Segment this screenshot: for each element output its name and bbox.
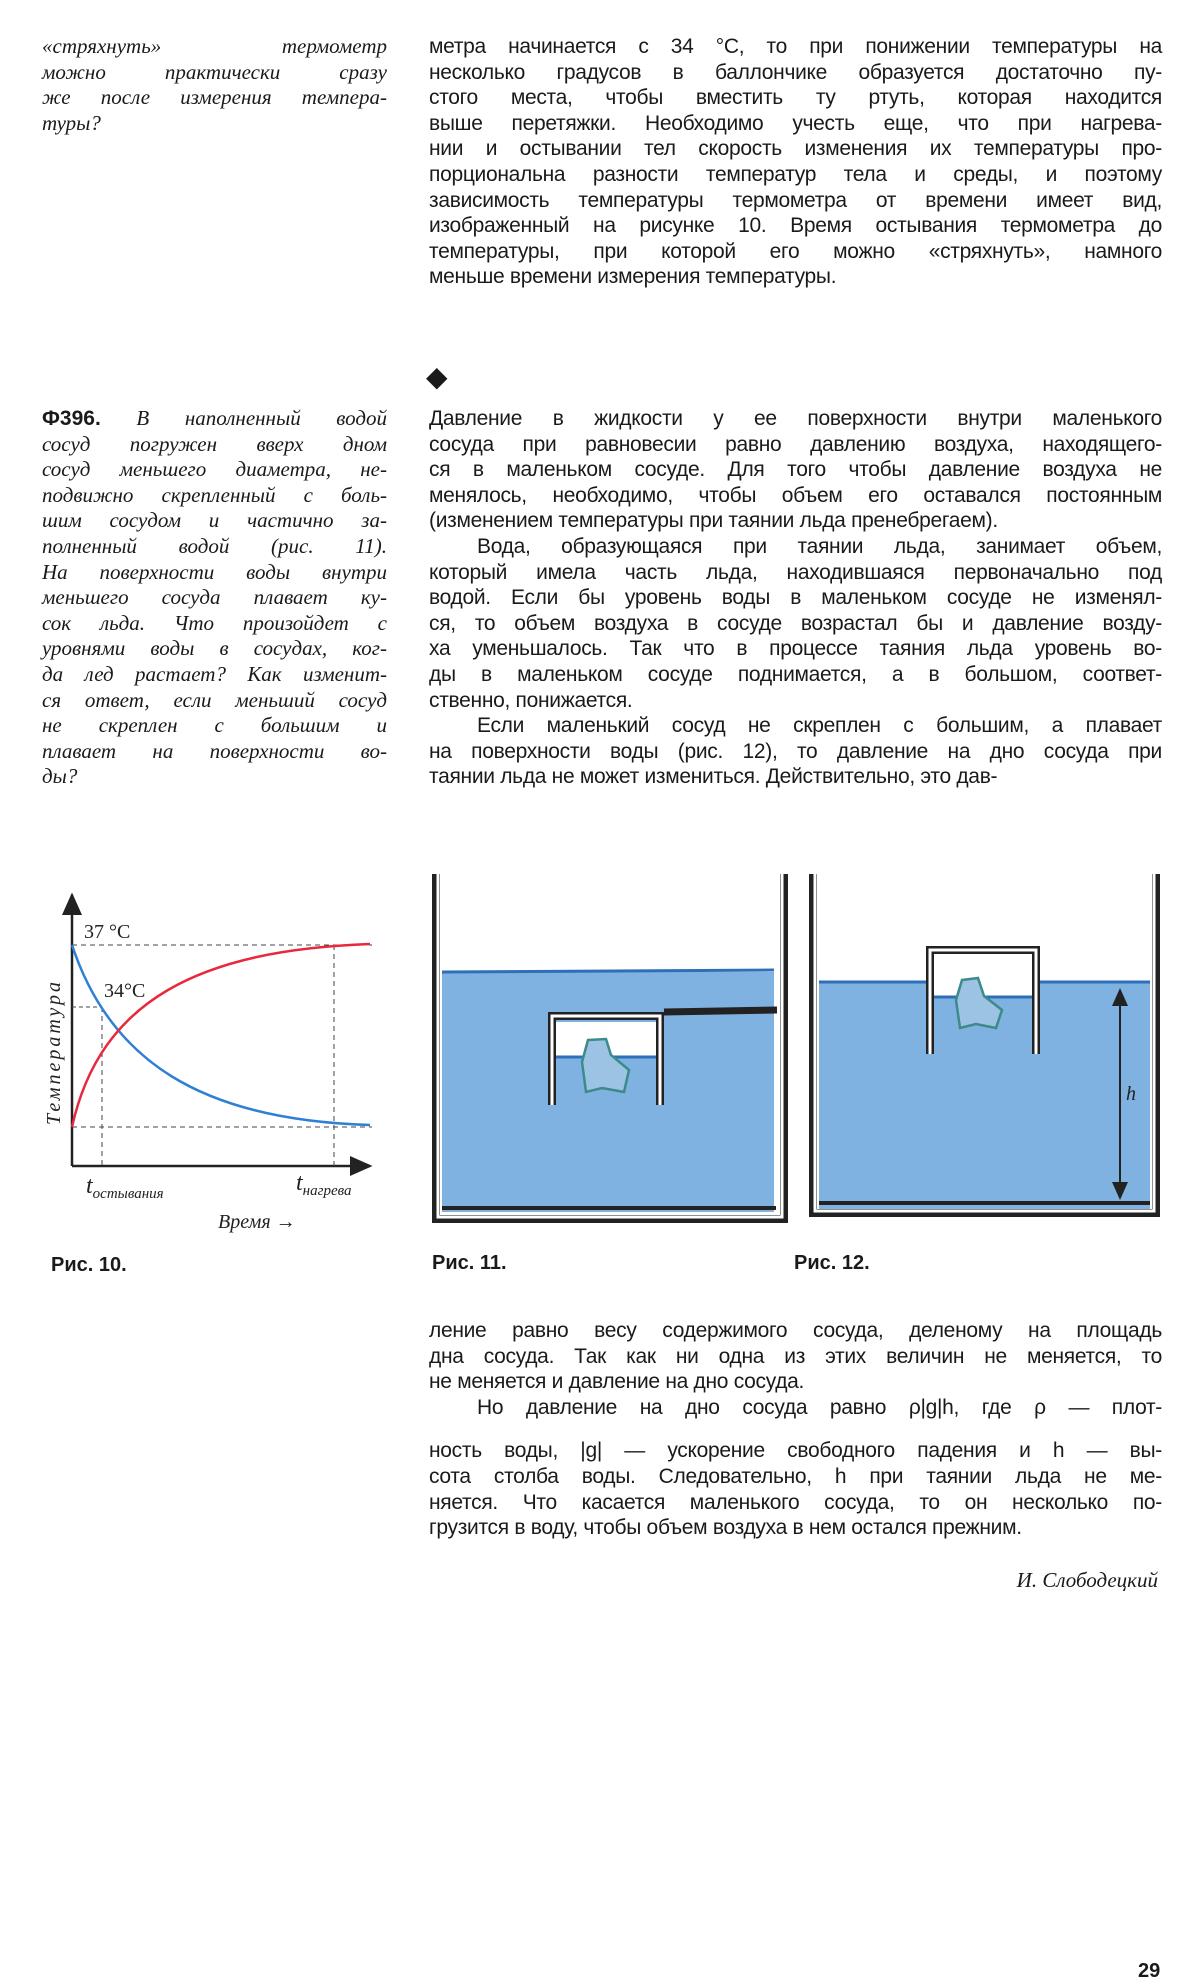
page-number: 29 <box>1138 1960 1161 1982</box>
text-line: ся в маленьком сосуде. Для того чтобы давление воздуха не <box>429 458 1162 482</box>
fig11-diagram <box>436 874 784 1219</box>
label-34: 34°С <box>104 980 146 1002</box>
text-line: на поверхности воды (рис. 12), то давление на дно сосуда при <box>429 739 1162 763</box>
text-line: ся, то объем воздуха в сосуде возрастал бы и давление возду- <box>429 611 1162 635</box>
text-line: не меняется и давление на дно сосуда. <box>429 1370 805 1394</box>
y-axis-label: Температура <box>43 979 65 1125</box>
text-line: На поверхности воды внутри <box>42 559 387 584</box>
text-line: няется. Что касается маленького сосуда, то он несколько по- <box>429 1490 1162 1514</box>
text-line: (изменением температуры при таянии льда пренебрегаем). <box>429 509 998 533</box>
h-label: h <box>1126 1083 1136 1105</box>
text-line: выше перетяжки. Необходимо учесть еще, что при нагрева- <box>429 111 1162 135</box>
cooling-curve <box>72 945 370 1125</box>
text-line: сосуда при равновесии равно давлению воздуха, находящего- <box>429 432 1162 456</box>
problem-number: Ф396. <box>42 407 101 430</box>
text-line: плавает на поверхности во- <box>42 738 387 763</box>
text-line: водой. Если бы уровень воды в маленьком сосуде не изменял- <box>429 586 1162 610</box>
text-line: метра начинается с 34 °С, то при понижении температуры на <box>429 35 1162 58</box>
text-line: Давление в жидкости у ее поверхности внутри маленького <box>429 407 1162 430</box>
t-heat-label: $t_{нагрева}$ <box>296 1170 352 1199</box>
text-line: зависимость температуры термометра от времени имеет вид, <box>429 188 1162 212</box>
author-signature: И. Слободецкий <box>1016 1568 1158 1592</box>
x-axis-label: Время → <box>218 1211 296 1233</box>
fig11-caption: Рис. 11. <box>432 1252 507 1274</box>
text-line: да лед растает? Как изменит- <box>42 661 387 686</box>
text-line: меньшего сосуда плавает ку- <box>42 585 387 610</box>
text-line: Вода, образующаяся при таянии льда, занимает объем, <box>477 534 1162 558</box>
text-line: порциональна разности температур тела и среды, и поэтому <box>429 162 1162 186</box>
text-line: Если маленький сосуд не скреплен с большим, а плавает <box>477 714 1162 738</box>
text-line: сота столба воды. Следовательно, h при таянии льда не ме- <box>429 1464 1162 1488</box>
fig12-caption: Рис. 12. <box>794 1252 870 1274</box>
text-line: стого места, чтобы вместить ту ртуть, которая находится <box>429 86 1162 110</box>
text-line: шим сосудом и частично за- <box>42 508 387 533</box>
text-line: полненный водой (рис. 11). <box>42 533 387 558</box>
text-line: же после измерения темпера- <box>42 85 387 110</box>
t-cool-label: $t_{остывания}$ <box>86 1173 164 1202</box>
text-line: сок льда. Что произойдет с <box>42 610 387 635</box>
text-line: менялось, необходимо, чтобы объем его оставался постоянным <box>429 483 1162 507</box>
fig12-diagram <box>813 874 1156 1213</box>
text-line: несколько градусов в баллончике образуется достаточно пу- <box>429 60 1162 84</box>
fig10-chart <box>43 895 372 1233</box>
text-line: можно практически сразу <box>42 59 387 84</box>
text-line: таянии льда не может измениться. Действительно, это дав- <box>429 765 998 789</box>
text-line: ся ответ, если меньший сосуд <box>42 687 387 712</box>
text-line: туры? <box>42 110 101 135</box>
text-line-content: В наполненный водой <box>136 406 387 430</box>
text-line: ды в маленьком сосуде поднимается, а в большом, соответ- <box>429 662 1162 686</box>
text-line: уровнями воды в сосудах, ког- <box>42 636 387 661</box>
text-line: температуры, при которой его можно «стряхнуть», намного <box>429 239 1162 263</box>
text-line: подвижно скрепленный с боль- <box>42 482 387 507</box>
text-line: ность воды, |g| — ускорение свободного падения и h — вы- <box>429 1439 1162 1463</box>
fixing-bar <box>664 1010 777 1012</box>
text-line: ха уменьшалось. Так что в процессе таяния льда уровень во- <box>429 637 1162 661</box>
text-line: «стряхнуть» термометр <box>42 34 387 58</box>
label-37: 37 °С <box>84 921 131 943</box>
text-line: ление равно весу содержимого сосуда, деленому на площадь <box>429 1319 1162 1342</box>
text-line: не скреплен с большим и <box>42 713 387 738</box>
separator-diamond-icon: ◆ <box>426 361 448 392</box>
text-line: меньше времени измерения температуры. <box>429 265 837 289</box>
text-line: грузится в воду, чтобы объем воздуха в нем остался прежним. <box>429 1516 1022 1540</box>
text-line: сосуд меньшего диаметра, не- <box>42 457 387 482</box>
text-line: нии и остывании тел скорость изменения их температуры про- <box>429 137 1162 161</box>
text-line: сосуд погружен вверх дном <box>42 431 387 456</box>
text-line: Но давление на дно сосуда равно ρ|g|h, где ρ — плот- <box>477 1395 1162 1419</box>
text-line: ственно, понижается. <box>429 688 633 712</box>
text-line: дна сосуда. Так как ни одна из этих величин не меняется, то <box>429 1344 1162 1368</box>
fig10-caption: Рис. 10. <box>51 1254 127 1276</box>
solution-continuation <box>429 1318 1162 1541</box>
text-line: изображенный на рисунке 10. Время остывания термометра до <box>429 214 1162 238</box>
text-line: который имела часть льда, находившаяся первоначально под <box>429 560 1162 584</box>
text-line: ды? <box>42 764 78 789</box>
